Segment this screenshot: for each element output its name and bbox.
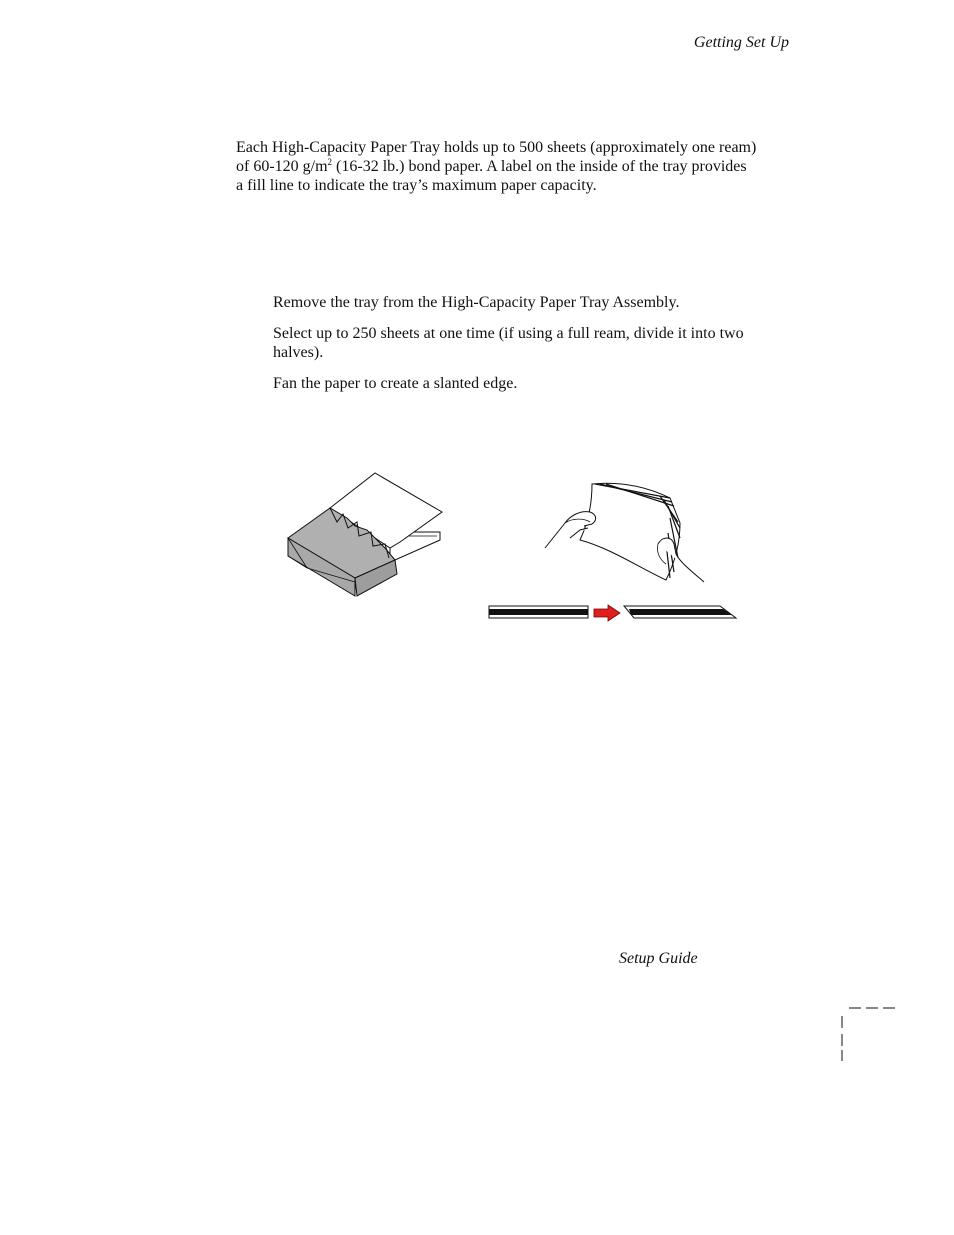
intro-line-2-post: (16-32 lb.) bond paper. A label on the inside of the tray provides <box>332 158 747 175</box>
step-2: Select up to 250 sheets at one time (if using a full ream, divide it into two halves). <box>273 325 744 361</box>
ream-of-paper-icon <box>285 470 445 600</box>
intro-line-2-pre: of 60-120 g/m <box>236 158 328 175</box>
intro-paragraph <box>236 138 792 195</box>
right-arrow-icon <box>594 605 620 621</box>
edge-comparison-diagram <box>488 604 738 622</box>
intro-line-3: a fill line to indicate the tray’s maximum paper capacity. <box>236 177 597 194</box>
fanning-paper-icon <box>540 478 740 588</box>
footer-guide-title: Setup Guide <box>619 950 698 967</box>
running-header: Getting Set Up <box>693 34 789 51</box>
step-3: Fan the paper to create a slanted edge. <box>273 375 518 392</box>
step-1: Remove the tray from the High-Capacity Paper Tray Assembly. <box>273 294 680 311</box>
intro-line-1: Each High-Capacity Paper Tray holds up to 500 sheets (approximately one ream) <box>236 139 757 156</box>
crop-marks <box>840 1006 900 1062</box>
superscript-2: 2 <box>327 157 333 167</box>
